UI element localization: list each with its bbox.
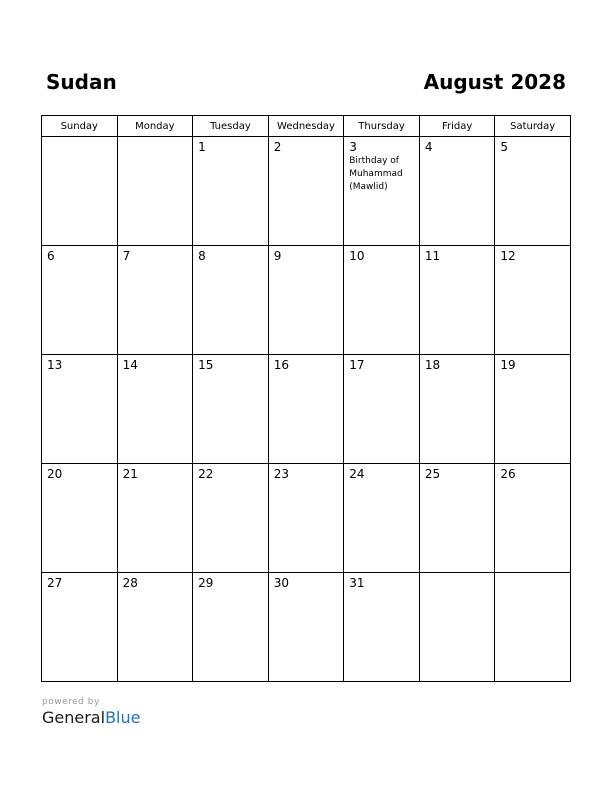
- day-number: 7: [122, 249, 131, 263]
- week-row-5: [42, 573, 571, 682]
- month-title: August 2028: [423, 70, 566, 94]
- country-title: Sudan: [46, 70, 117, 94]
- powered-by-text: powered by: [42, 697, 100, 707]
- day-number: 17: [349, 358, 365, 372]
- day-number: 1: [198, 140, 206, 154]
- day-cell: [268, 573, 344, 682]
- day-cell: [117, 464, 193, 573]
- day-cell: [268, 246, 344, 355]
- day-number: 29: [198, 576, 214, 590]
- day-number: 19: [500, 358, 516, 372]
- day-number: 24: [349, 467, 365, 481]
- day-cell: [344, 246, 420, 355]
- day-cell: [117, 573, 193, 682]
- day-cell: [117, 137, 193, 246]
- day-number: 9: [273, 249, 282, 263]
- day-number: 6: [47, 249, 55, 263]
- day-cell: [419, 355, 495, 464]
- footer-branding: [42, 697, 140, 727]
- weekday-header-saturday: Saturday: [495, 116, 571, 137]
- day-cell: [419, 137, 495, 246]
- day-cell: [117, 355, 193, 464]
- day-cell: [42, 246, 118, 355]
- day-number: 22: [198, 467, 214, 481]
- day-number: 18: [424, 358, 441, 372]
- day-cell: [495, 246, 571, 355]
- day-number: 10: [349, 249, 365, 263]
- weekday-header-friday: Friday: [419, 116, 495, 137]
- day-number: 11: [424, 249, 441, 263]
- week-row-1: [42, 137, 571, 246]
- day-number: 15: [198, 358, 214, 372]
- holiday-label: Birthday of Muhammad (Mawlid): [349, 156, 403, 192]
- day-cell: [495, 573, 571, 682]
- day-cell: [495, 355, 571, 464]
- week-row-3: [42, 355, 571, 464]
- day-cell: [193, 464, 269, 573]
- day-cell: [193, 246, 269, 355]
- day-cell: [42, 573, 118, 682]
- day-cell: [42, 355, 118, 464]
- day-number: 3: [349, 140, 357, 154]
- day-cell: [495, 137, 571, 246]
- calendar-grid: [41, 115, 571, 682]
- day-cell: [268, 464, 344, 573]
- day-cell: [193, 355, 269, 464]
- day-cell: [419, 573, 495, 682]
- day-number: 21: [122, 467, 138, 481]
- day-number: 25: [424, 467, 441, 481]
- day-cell: [419, 246, 495, 355]
- day-cell: [344, 464, 420, 573]
- logo-text-blue: Blue: [105, 708, 141, 727]
- day-number: 14: [122, 358, 138, 372]
- day-number: 16: [273, 358, 289, 372]
- day-number: 30: [273, 576, 289, 590]
- day-cell: [344, 137, 420, 246]
- day-cell: [193, 137, 269, 246]
- weekday-header-tuesday: Tuesday: [193, 116, 269, 137]
- day-number: 31: [349, 576, 365, 590]
- day-cell: [268, 137, 344, 246]
- weekday-header-row: [42, 116, 571, 137]
- day-number: 4: [424, 140, 433, 154]
- day-cell: [344, 573, 420, 682]
- day-cell: [42, 137, 118, 246]
- weekday-header-thursday: Thursday: [344, 116, 420, 137]
- day-cell: [117, 246, 193, 355]
- day-number: 26: [500, 467, 516, 481]
- day-cell: [344, 355, 420, 464]
- day-number: 20: [47, 467, 63, 481]
- logo-text-general: General: [42, 708, 106, 727]
- week-row-4: [42, 464, 571, 573]
- day-cell: [268, 355, 344, 464]
- day-number: 13: [47, 358, 63, 372]
- day-cell: [419, 464, 495, 573]
- weekday-header-monday: Monday: [117, 116, 193, 137]
- weekday-header-wednesday: Wednesday: [268, 116, 344, 137]
- day-number: 27: [47, 576, 63, 590]
- day-number: 28: [122, 576, 138, 590]
- day-cell: [193, 573, 269, 682]
- day-number: 12: [500, 249, 516, 263]
- generalblue-logo: [42, 708, 140, 727]
- day-cell: [495, 464, 571, 573]
- day-cell: [42, 464, 118, 573]
- day-number: 23: [273, 467, 289, 481]
- day-number: 5: [500, 140, 509, 154]
- week-row-2: [42, 246, 571, 355]
- day-number: 8: [198, 249, 206, 263]
- weekday-header-sunday: Sunday: [42, 116, 118, 137]
- day-number: 2: [273, 140, 282, 154]
